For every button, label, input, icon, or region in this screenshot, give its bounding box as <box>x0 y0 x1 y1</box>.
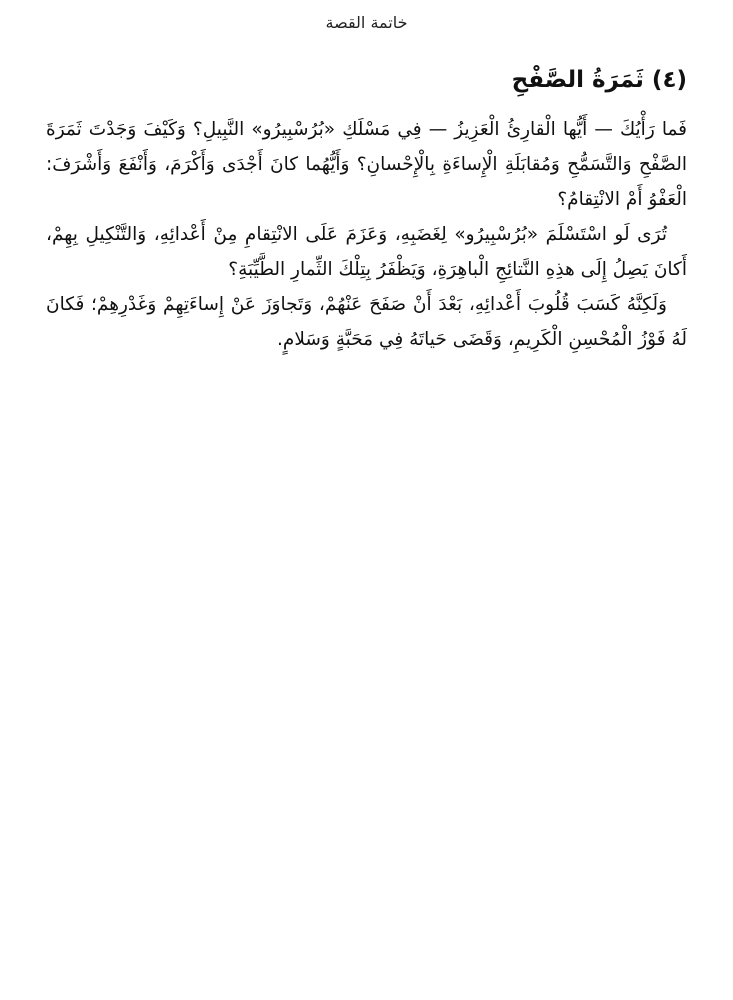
body-text <box>46 112 687 357</box>
paragraph-3: وَلَكِنَّهُ كَسَبَ قُلُوبَ أَعْدائِهِ، بَعْدَ أَنْ صَفَحَ عَنْهُمْ، وَتَجاوَزَ عَنْ إِساءَتِهِمْ وَغَدْرِهِمْ؛ فَكانَ لَهُ فَوْزُ الْمُحْسِنِ الْكَرِيمِ، وَقَضَى حَياتَهُ فِي مَحَبَّةٍ وَسَلامٍ. <box>46 294 687 350</box>
paragraph-1: فَما رَأْيُكَ — أَيُّها الْقارِئُ الْعَزِيزُ — فِي مَسْلَكِ «بُرُسْبِيرُو» النَّبِيلِ؟ وَكَيْفَ وَجَدْتَ ثَمَرَةَ الصَّفْحِ وَالتَّسَمُّحِ وَمُقابَلَةِ الْإِساءَةِ بِالْإِحْسانِ؟ وَأَيُّهُما كانَ أَجْدَى وَأَكْرَمَ، وَأَنْفَعَ وَأَشْرَفَ: الْعَفْوُ أَمْ الانْتِقامُ؟ <box>46 119 687 210</box>
paragraph-2: تُرَى لَو اسْتَسْلَمَ «بُرُسْبِيرُو» لِغَضَبِهِ، وَعَزَمَ عَلَى الانْتِقامِ مِنْ أَعْدائِهِ، وَالتَّنْكِيلِ بِهِمْ، أَكانَ يَصِلُ إِلَى هذِهِ النَّتائِجِ الْباهِرَةِ، وَيَظْفَرُ بِتِلْكَ الثِّمارِ الطَّيِّبَةِ؟ <box>46 224 687 280</box>
section-title: (٤) ثَمَرَةُ الصَّفْحِ <box>511 67 687 93</box>
running-header: خاتمة القصة <box>325 13 408 32</box>
